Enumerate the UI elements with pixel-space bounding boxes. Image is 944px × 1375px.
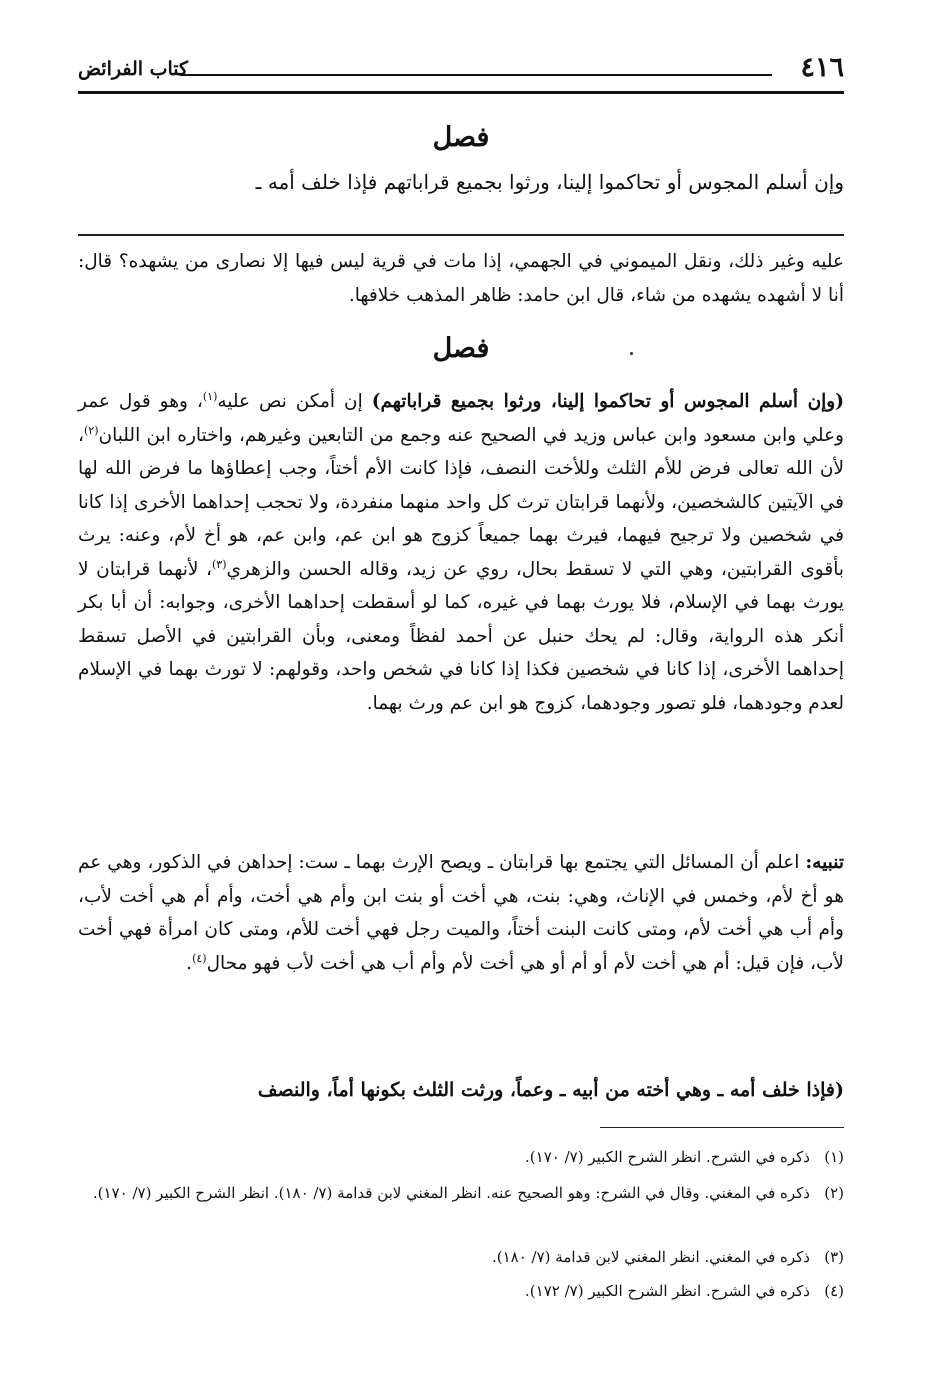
note-label: تنبيه: xyxy=(805,852,844,873)
footnote-4 xyxy=(78,1278,844,1304)
footnote-text: ذكره في المغني. انظر المغني لابن قدامة (٧/ ١٨٠). xyxy=(491,1248,810,1266)
matn-divider xyxy=(78,234,844,236)
footnote-2 xyxy=(78,1180,844,1206)
footnote-1 xyxy=(78,1144,844,1170)
section-heading: فصل xyxy=(432,122,490,153)
footnote-ref-2[interactable]: (٢) xyxy=(83,423,99,437)
running-header xyxy=(78,52,844,92)
footnote-text: ذكره في الشرح. انظر الشرح الكبير (٧/ ١٧٢). xyxy=(525,1282,810,1300)
footnote-ref-4[interactable]: (٤) xyxy=(192,951,207,965)
footnote-ref-1[interactable]: (١) xyxy=(202,389,218,403)
commentary-paragraph: عليه وغير ذلك، ونقل الميموني في الجهمي، إذا مات في قرية ليس فيها إلا نصارى من يشهده؟ قال: أنا لا أشهده يشهده من شاء، قال ابن حامد: ظاهر المذهب خلافها. xyxy=(78,251,844,306)
footnote-rule xyxy=(600,1127,844,1128)
text-part: اعلم أن المسائل التي يجتمع بها قرابتان ـ ويصح الإرث بهما ـ ست: إحداهن في الذكور، وهي عم هو أخ لأم، وخمس في الإناث، وهي: بنت، هي أخت أو بنت ابن وأم هي أخت، وأم أم هي أخت لأب، وأم أب هي أخت لأم، ومتى كانت البنت أختاً، والميت رجل فهي أخت للأم، ومتى كان امرأة فهي أخت لأب، فإن قيل: أم هي أخت لأم أو أم أو هي أخت لأم وأم أب هي أخت لأب فهو محال xyxy=(78,852,844,974)
matn-quote: (وإن أسلم المجوس أو تحاكموا إلينا، ورثوا بجميع قراباتهم) xyxy=(371,391,844,412)
text-part: . xyxy=(186,952,193,974)
text-part: ، وهو قول عمر وعلي وابن مسعود وابن عباس وزيد في الصحيح عنه وجمع من التابعين وغيرهم، واختاره ابن اللبان xyxy=(78,391,844,446)
stray-dot xyxy=(630,352,633,355)
commentary-body xyxy=(78,385,844,720)
footnote-number: (٣) xyxy=(824,1248,844,1266)
footnote-ref-3[interactable]: (٣) xyxy=(211,557,227,571)
footnote-text: ذكره في المغني. وقال في الشرح: وهو الصحيح عنه. انظر المغني لابن قدامة (٧/ ١٨٠). انظر الشرح الكبير (٧/ ١٧٠). xyxy=(92,1184,810,1202)
footnote-text: ذكره في الشرح. انظر الشرح الكبير (٧/ ١٧٠). xyxy=(525,1148,810,1166)
text-part: ، لأن الله تعالى فرض للأم الثلث وللأخت النصف، فإذا كانت الأم أختاً، وجب إعطاؤها ما فرض الله لها في الآيتين كالشخصين، ولأنهما قرابتان ترث كل واحد منهما منفردة، ولا تحجب إحداهما الأخرى إذا كانا في شخصين ولا ترجيح فيهما، فيرث بهما جميعاً كزوج هو ابن عم، وابن عم، هو أخ لأم، وعنه: يرث بأقوى القرابتين، وهي التي لا تسقط بحال، روي عن زيد، وقاله الحسن والزهري xyxy=(78,424,844,580)
book-title: كتاب الفرائض xyxy=(78,58,189,80)
note-paragraph xyxy=(78,846,844,980)
footnote-number: (٢) xyxy=(824,1184,844,1202)
matn-text: وإن أسلم المجوس أو تحاكموا إلينا، ورثوا بجميع قراباتهم فإذا خلف أمه ـ xyxy=(255,170,844,194)
footnote-number: (١) xyxy=(824,1148,844,1166)
page-number: ٤١٦ xyxy=(800,52,844,83)
text-part: إن أمكن نص عليه xyxy=(217,391,372,412)
footnote-3 xyxy=(78,1244,844,1270)
header-rule xyxy=(180,74,772,76)
matn-continuation: (فإذا خلف أمه ـ وهي أخته من أبيه ـ وعماً، ورثت الثلث بكونها أماً، والنصف xyxy=(257,1079,844,1101)
footnote-number: (٤) xyxy=(824,1282,844,1300)
section-heading-2: فصل xyxy=(432,333,490,364)
text-part: ، لأنهما قرابتان لا يورث بهما في الإسلام، فلا يورث بهما في غيره، كما لو أسقطت إحداهما الأخرى، وجوابه: أن أبا بكر أنكر هذه الرواية، وقال: لم يحك حنبل عن أحمد لفظاً ومعنى، وبأن القرابتين في الأصل تسقط إحداهما الأخرى، إذا كانا في شخصين فكذا إذا كانا في شخص واحد، وقولهم: لا تورث بهما في الإسلام لعدم وجودهما، فلو تصور وجودهما، كزوج هو ابن عم ورث بهما. xyxy=(78,558,844,714)
header-divider xyxy=(78,91,844,94)
